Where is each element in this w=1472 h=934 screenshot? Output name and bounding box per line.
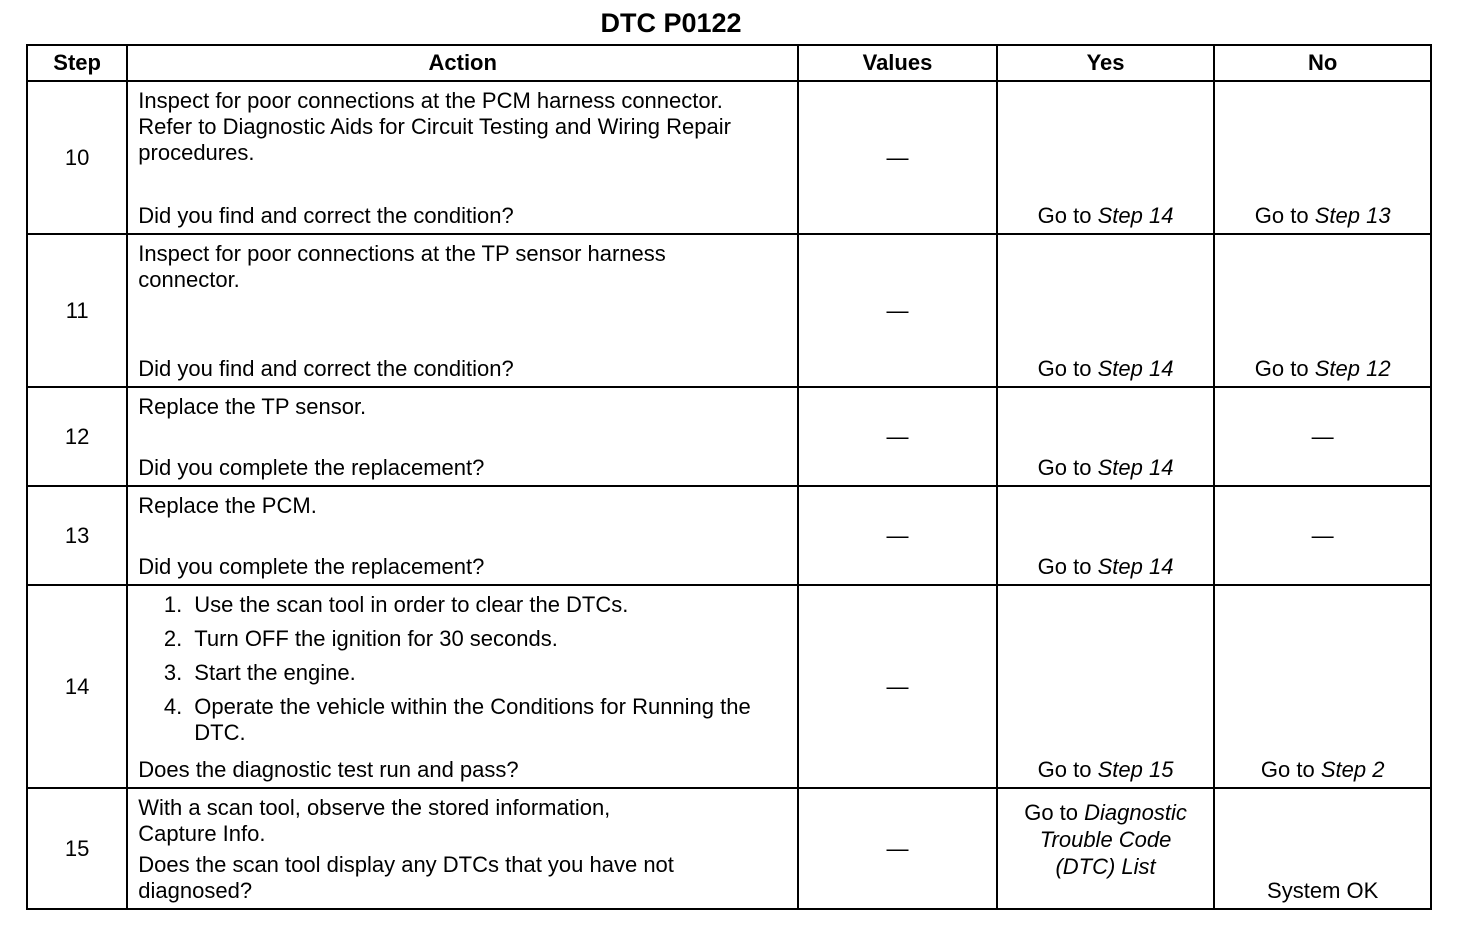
values-cell: —	[798, 585, 997, 788]
no-goto-prefix: Go to	[1260, 757, 1315, 782]
action-text: Inspect for poor connections at the TP sensor harness connector.	[138, 241, 666, 292]
no-cell	[1214, 788, 1431, 909]
no-cell	[1214, 486, 1431, 585]
table-row	[27, 387, 1431, 486]
page-title-text: DTC P0122	[600, 8, 742, 38]
no-cell	[1214, 585, 1431, 788]
action-cell	[127, 486, 798, 585]
no-goto-prefix: Go to	[1254, 356, 1309, 381]
yes-cell	[997, 585, 1215, 788]
values-cell: —	[798, 387, 997, 486]
no-cell	[1214, 387, 1431, 486]
action-question: Did you find and correct the condition?	[138, 356, 514, 381]
action-question: Did you complete the replacement?	[138, 554, 485, 579]
table-row	[27, 585, 1431, 788]
list-item: 2. Turn OFF the ignition for 30 seconds.	[163, 626, 558, 651]
yes-cell	[997, 234, 1215, 387]
no-cell	[1214, 234, 1431, 387]
no-cell	[1214, 81, 1431, 234]
header-step: Step	[27, 45, 127, 81]
no-goto-link[interactable]: Step 12	[1314, 356, 1391, 381]
step-number: 11	[27, 234, 127, 387]
action-text: Replace the TP sensor.	[138, 394, 367, 419]
no-goto-prefix: Go to	[1254, 203, 1309, 228]
page-title	[0, 6, 1342, 40]
no-dash: —	[1311, 522, 1334, 548]
step-number: 10	[27, 81, 127, 234]
action-question: Did you complete the replacement?	[138, 455, 485, 480]
step-number: 14	[27, 585, 127, 788]
header-yes: Yes	[997, 45, 1215, 81]
yes-goto-link[interactable]: Step 14	[1097, 554, 1174, 579]
yes-goto-link[interactable]: Step 14	[1097, 455, 1174, 480]
action-text: Replace the PCM.	[138, 493, 317, 518]
no-dash: —	[1311, 423, 1334, 449]
list-item: 3. Start the engine.	[163, 660, 356, 685]
action-cell	[127, 387, 798, 486]
action-cell	[127, 81, 798, 234]
action-question: Does the diagnostic test run and pass?	[138, 757, 519, 782]
no-goto-link[interactable]: Step 2	[1320, 757, 1385, 782]
action-cell	[127, 788, 798, 909]
yes-goto-prefix: Go to	[1037, 356, 1092, 381]
yes-goto-link[interactable]: Step 15	[1097, 757, 1174, 782]
table-row	[27, 234, 1431, 387]
action-question: Does the scan tool display any DTCs that you have not diagnosed?	[138, 852, 674, 903]
yes-goto-prefix: Go to	[1037, 203, 1092, 228]
header-no: No	[1214, 45, 1431, 81]
yes-goto-prefix: Go to	[1037, 455, 1092, 480]
yes-cell	[997, 387, 1215, 486]
yes-goto-prefix: Go to	[1037, 757, 1092, 782]
values-cell: —	[798, 81, 997, 234]
step-number: 15	[27, 788, 127, 909]
yes-goto-link[interactable]: Step 14	[1097, 356, 1174, 381]
yes-cell	[997, 81, 1215, 234]
action-text: Inspect for poor connections at the PCM harness connector. Refer to Diagnostic Aids for Circuit Testing and Wiring Repair procedures.	[138, 88, 731, 165]
yes-goto-link[interactable]: Diagnostic Trouble Code (DTC) List	[1039, 800, 1187, 879]
table-row	[27, 486, 1431, 585]
no-goto-link[interactable]: Step 13	[1314, 203, 1391, 228]
list-item: 4. Operate the vehicle within the Conditions for Running the DTC.	[163, 694, 751, 745]
list-item: 1. Use the scan tool in order to clear the DTCs.	[163, 592, 629, 617]
table-header-row	[27, 45, 1431, 81]
diagnostic-table	[26, 44, 1432, 910]
values-cell: —	[798, 234, 997, 387]
values-cell: —	[798, 486, 997, 585]
yes-cell	[997, 788, 1215, 909]
step-number: 12	[27, 387, 127, 486]
values-cell: —	[798, 788, 997, 909]
yes-goto-link[interactable]: Step 14	[1097, 203, 1174, 228]
table-row	[27, 81, 1431, 234]
action-text: With a scan tool, observe the stored information, Capture Info.	[138, 795, 611, 846]
yes-goto-prefix: Go to	[1037, 554, 1092, 579]
yes-cell	[997, 486, 1215, 585]
table-row	[27, 788, 1431, 909]
header-action: Action	[127, 45, 798, 81]
step-number: 13	[27, 486, 127, 585]
header-values: Values	[798, 45, 997, 81]
procedure-list	[148, 592, 789, 746]
no-result: System OK	[1267, 878, 1379, 903]
yes-goto-prefix: Go to	[1024, 800, 1079, 825]
action-cell	[127, 234, 798, 387]
action-cell	[127, 585, 798, 788]
action-question: Did you find and correct the condition?	[138, 203, 514, 228]
